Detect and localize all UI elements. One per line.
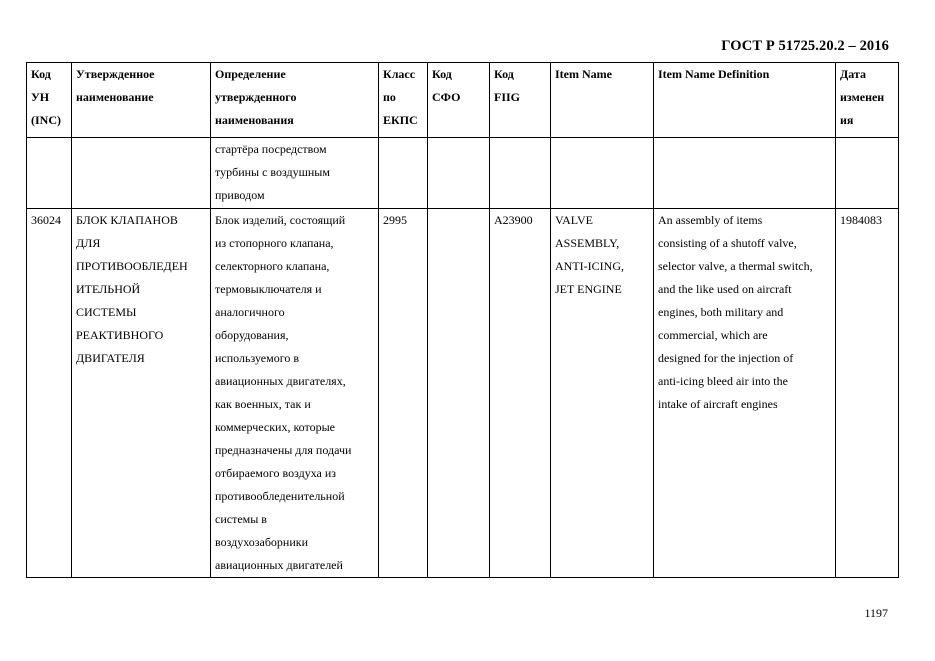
cell-class — [379, 138, 428, 209]
document-code: ГОСТ Р 51725.20.2 – 2016 — [721, 38, 889, 54]
cell-approved-name — [72, 138, 211, 209]
header-date: Дата изменен ия — [836, 63, 899, 138]
cell-item-definition — [654, 138, 836, 209]
cell-item-definition: An assembly of items consisting of a shutoff valve, selector valve, a thermal switch, and the like used on aircraft engines, both military and commercial, which are designed for the injection of anti-icing bleed air into the intake of aircraft engines — [654, 209, 836, 578]
header-inc: Код УН (INC) — [27, 63, 72, 138]
header-approved-name: Утвержденное наименование — [72, 63, 211, 138]
header-item-definition: Item Name Definition — [654, 63, 836, 138]
cell-fiig: A23900 — [490, 209, 551, 578]
cell-definition-ru: Блок изделий, состоящий из стопорного клапана, селекторного клапана, термовыключателя и аналогичного оборудования, используемого в авиационных двигателях, как военных, так и коммерческих, которые предназначены для подачи отбираемого воздуха из противообледенительной системы в воздухозаборники авиационных двигателей — [211, 209, 379, 578]
cell-fiig — [490, 138, 551, 209]
cell-item-name: VALVE ASSEMBLY, ANTI-ICING, JET ENGINE — [551, 209, 654, 578]
cell-sfo — [428, 209, 490, 578]
header-definition-ru: Определение утвержденного наименования — [211, 63, 379, 138]
cell-item-name — [551, 138, 654, 209]
cell-inc — [27, 138, 72, 209]
cell-date: 1984083 — [836, 209, 899, 578]
cell-definition-ru: стартёра посредством турбины с воздушным приводом — [211, 138, 379, 209]
nomenclature-table — [26, 62, 899, 578]
header-sfo: Код СФО — [428, 63, 490, 138]
cell-date — [836, 138, 899, 209]
cell-sfo — [428, 138, 490, 209]
page-number: 1197 — [864, 606, 888, 620]
header-class: Класс по ЕКПС — [379, 63, 428, 138]
cell-inc: 36024 — [27, 209, 72, 578]
table-row — [27, 138, 899, 209]
cell-class: 2995 — [379, 209, 428, 578]
table-header-row — [27, 63, 899, 138]
header-fiig: Код FIIG — [490, 63, 551, 138]
table-row — [27, 209, 899, 578]
header-item-name: Item Name — [551, 63, 654, 138]
cell-approved-name: БЛОК КЛАПАНОВ ДЛЯ ПРОТИВООБЛЕДЕН ИТЕЛЬНОЙ СИСТЕМЫ РЕАКТИВНОГО ДВИГАТЕЛЯ — [72, 209, 211, 578]
